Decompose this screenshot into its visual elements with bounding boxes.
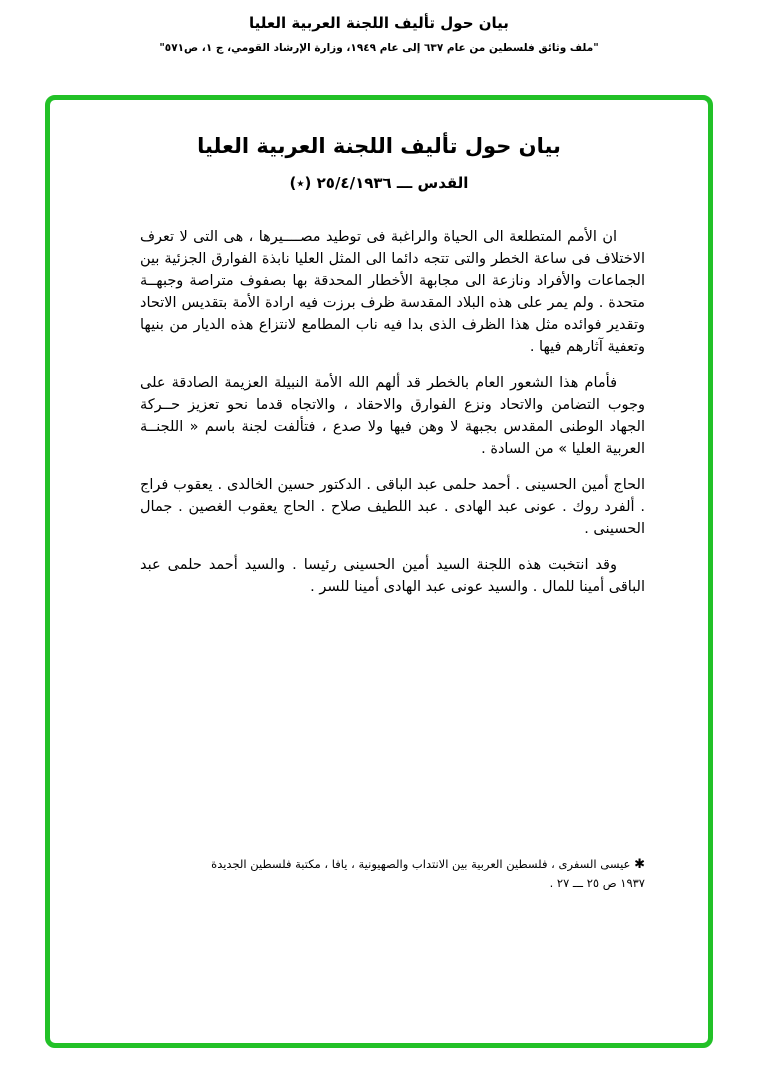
header-source-line: "ملف وثائق فلسطين من عام ٦٣٧ إلى عام ١٩٤٩، وزارة الإرشاد القومي، ج ١، ص٥٧١" (159, 42, 599, 54)
footnote-text: عيسى السفرى ، فلسطين العربية بين الانتداب والصهيونية ، يافا ، مكتبة فلسطين الجديدة (211, 857, 631, 871)
paragraph-names-list: الحاج أمين الحسينى . أحمد حلمى عبد الباقى . الدكتور حسين الخالدى . يعقوب فراج . ألفرد روك . عونى عبد الهادى . عبد اللطيف صلاح . الحاج يعقوب الغصين . جمال الحسينى . (140, 477, 645, 537)
footnote-line-2: ١٩٣٧ ص ٢٥ ـــ ٢٧ . (549, 876, 645, 890)
paragraph-4: وقد انتخبت هذه اللجنة السيد أمين الحسينى رئيسا . والسيد أحمد حلمى عبد الباقى أمينا للمال . والسيد عونى عبد الهادى أمينا للسر . (140, 557, 645, 595)
paragraph-2: فأمام هذا الشعور العام بالخطر قد ألهم الله الأمة النبيلة العزيمة الصادقة على وجوب التضامن والاتحاد ونزع الفوارق والاحقاد ، والاتجاه قدما نحو تعزيز حــركة الجهاد الوطنى المقدس بجبهة لا وهن فيها ولا صدع ، فتألفت لجنة باسم « اللجنــة العربية العليا » من السادة . (140, 375, 645, 457)
document-frame (45, 95, 713, 1048)
footnote (50, 855, 708, 893)
document-title: بيان حول تأليف اللجنة العربية العليا (197, 134, 561, 158)
paragraph-1: ان الأمم المتطلعة الى الحياة والراغبة فى توطيد مصــــيرها ، هى التى لا تعرف الاختلاف فى ساعة الخطر والتى تتجه دائما الى المثل العليا نابذة الفوارق الجزئية بين الجماعات والأفراد ونازعة الى مجابهة الأخطار المحدقة بها بصفوف متراصة وجبهــة متحدة . ولم يمر على هذه البلاد المقدسة ظرف برزت فيه ارادة الأمة بتقديس الاتحاد وتقدير فوائده مثل هذا الظرف الذى بدا فيه ناب المطامع لانتزاع هذه الديار من بنيها وتعفية آثارهم فيها . (140, 229, 645, 355)
page-header (0, 0, 758, 54)
document-body (50, 226, 708, 598)
footnote-line-1 (140, 855, 645, 874)
document-dateline: القدس ـــ ٢٥/٤/١٩٣٦ (٭) (289, 174, 469, 192)
header-title: بيان حول تأليف اللجنة العربية العليا (249, 14, 509, 32)
asterisk-icon: ✱ (634, 857, 645, 872)
